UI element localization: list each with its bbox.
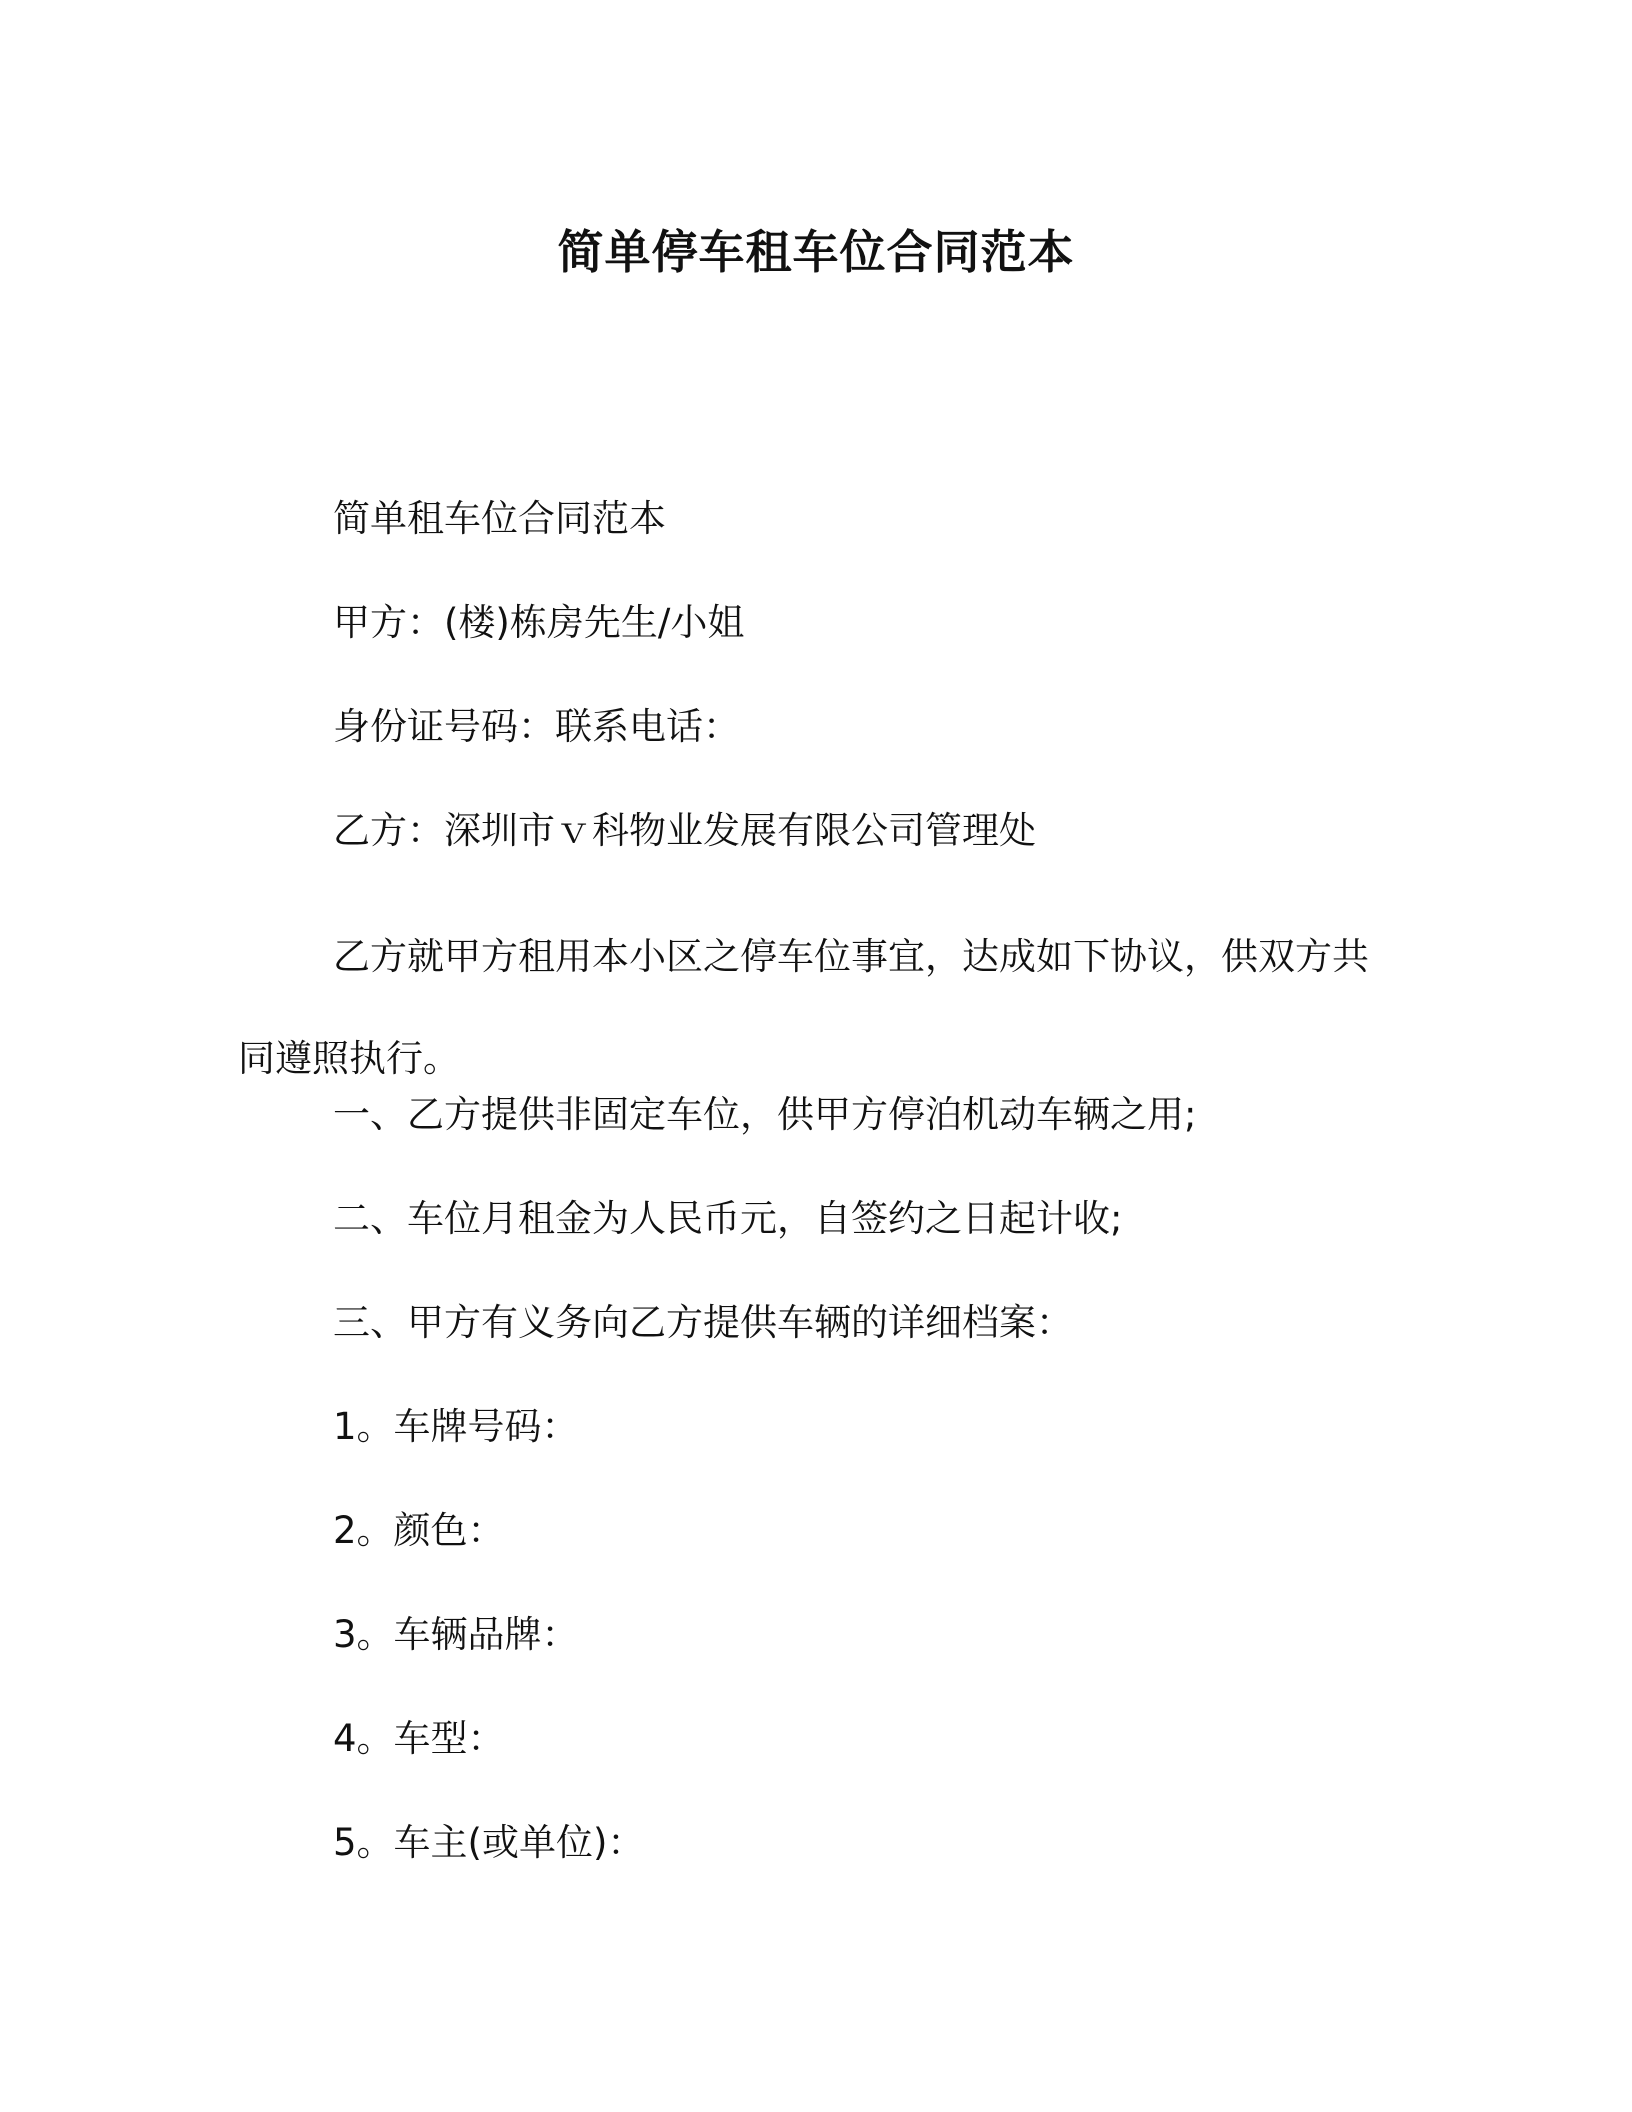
document-title: 简单停车租车位合同范本 [557, 225, 1075, 279]
party-b-line: 乙方：深圳市ｖ科物业发展有限公司管理处 [333, 809, 1036, 852]
vehicle-item-plate: 1。车牌号码： [333, 1405, 579, 1448]
vehicle-item-color: 2。颜色： [333, 1509, 505, 1552]
clause-3: 三、甲方有义务向乙方提供车辆的详细档案： [333, 1301, 1073, 1344]
party-a-line: 甲方：(楼)栋房先生/小姐 [333, 601, 745, 644]
intro-paragraph: 乙方就甲方租用本小区之停车位事宜，达成如下协议，供双方共同遵照执行。 [238, 935, 1369, 1080]
vehicle-item-model: 4。车型： [333, 1717, 505, 1760]
id-contact-line: 身份证号码：联系电话： [333, 705, 740, 748]
clause-2: 二、车位月租金为人民币元，自签约之日起计收; [333, 1197, 1123, 1240]
clause-1: 一、乙方提供非固定车位，供甲方停泊机动车辆之用; [333, 1093, 1197, 1136]
subtitle-line: 简单租车位合同范本 [333, 497, 666, 540]
vehicle-item-owner: 5。车主(或单位)： [333, 1821, 645, 1864]
vehicle-item-brand: 3。车辆品牌： [333, 1613, 579, 1656]
